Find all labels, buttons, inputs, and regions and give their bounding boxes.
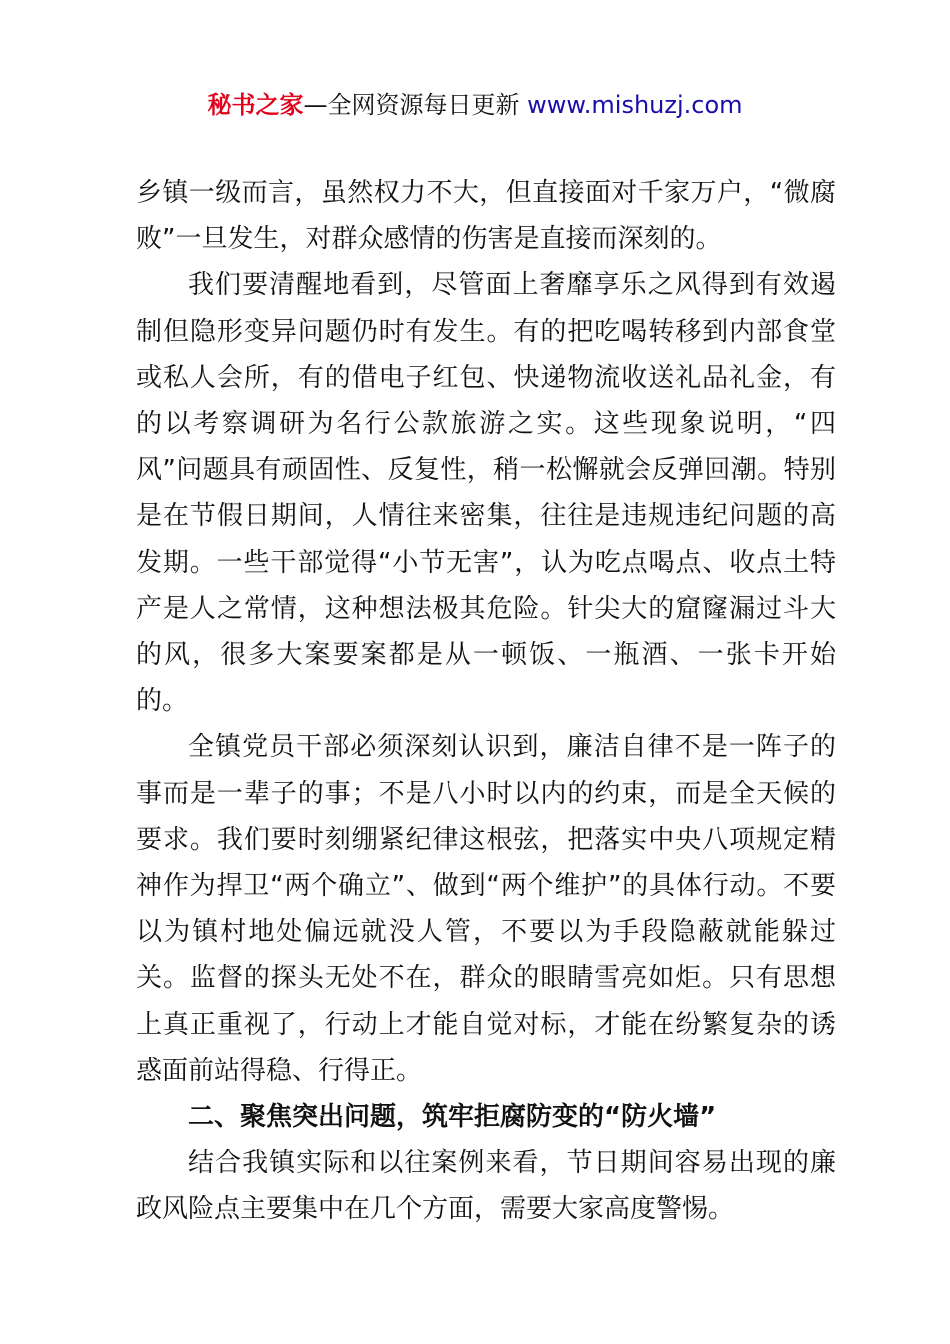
brand-name: 秘书之家 <box>207 91 304 119</box>
page-header <box>0 88 950 122</box>
paragraph: 我们要清醒地看到，尽管面上奢靡享乐之风得到有效遏制但隐形变异问题仍时有发生。有的把吃喝转移到内部食堂或私人会所，有的借电子红包、快递物流收送礼品礼金，有的以考察调研为名行公款旅游之实。这些现象说明，“四风”问题具有顽固性、反复性，稍一松懈就会反弹回潮。特别是在节假日期间，人情往来密集，往往是违规违纪问题的高发期。一些干部觉得“小节无害”，认为吃点喝点、收点土特产是人之常情，这种想法极其危险。针尖大的窟窿漏过斗大的风，很多大案要案都是从一顿饭、一瓶酒、一张卡开始的。 <box>136 270 836 717</box>
section-heading: 二、聚焦突出问题，筑牢拒腐防变的“防火墙” <box>188 1102 717 1133</box>
header-tagline: —全网资源每日更新 <box>303 91 528 119</box>
paragraph-continuation: 乡镇一级而言，虽然权力不大，但直接面对千家万户，“微腐败”一旦发生，对群众感情的伤害是直接而深刻的。 <box>136 178 836 255</box>
paragraph: 结合我镇实际和以往案例来看，节日期间容易出现的廉政风险点主要集中在几个方面，需要大家高度警惕。 <box>136 1148 836 1225</box>
paragraph: 全镇党员干部必须深刻认识到，廉洁自律不是一阵子的事而是一辈子的事；不是八小时以内的约束，而是全天候的要求。我们要时刻绷紧纪律这根弦，把落实中央八项规定精神作为捍卫“两个确立”、做到“两个维护”的具体行动。不要以为镇村地处偏远就没人管，不要以为手段隐蔽就能躲过关。监督的探头无处不在，群众的眼睛雪亮如炬。只有思想上真正重视了，行动上才能自觉对标，才能在纷繁复杂的诱惑面前站得稳、行得正。 <box>136 732 836 1086</box>
document-body <box>136 170 836 1233</box>
website-link[interactable]: www.mishuzj.com <box>527 91 743 119</box>
